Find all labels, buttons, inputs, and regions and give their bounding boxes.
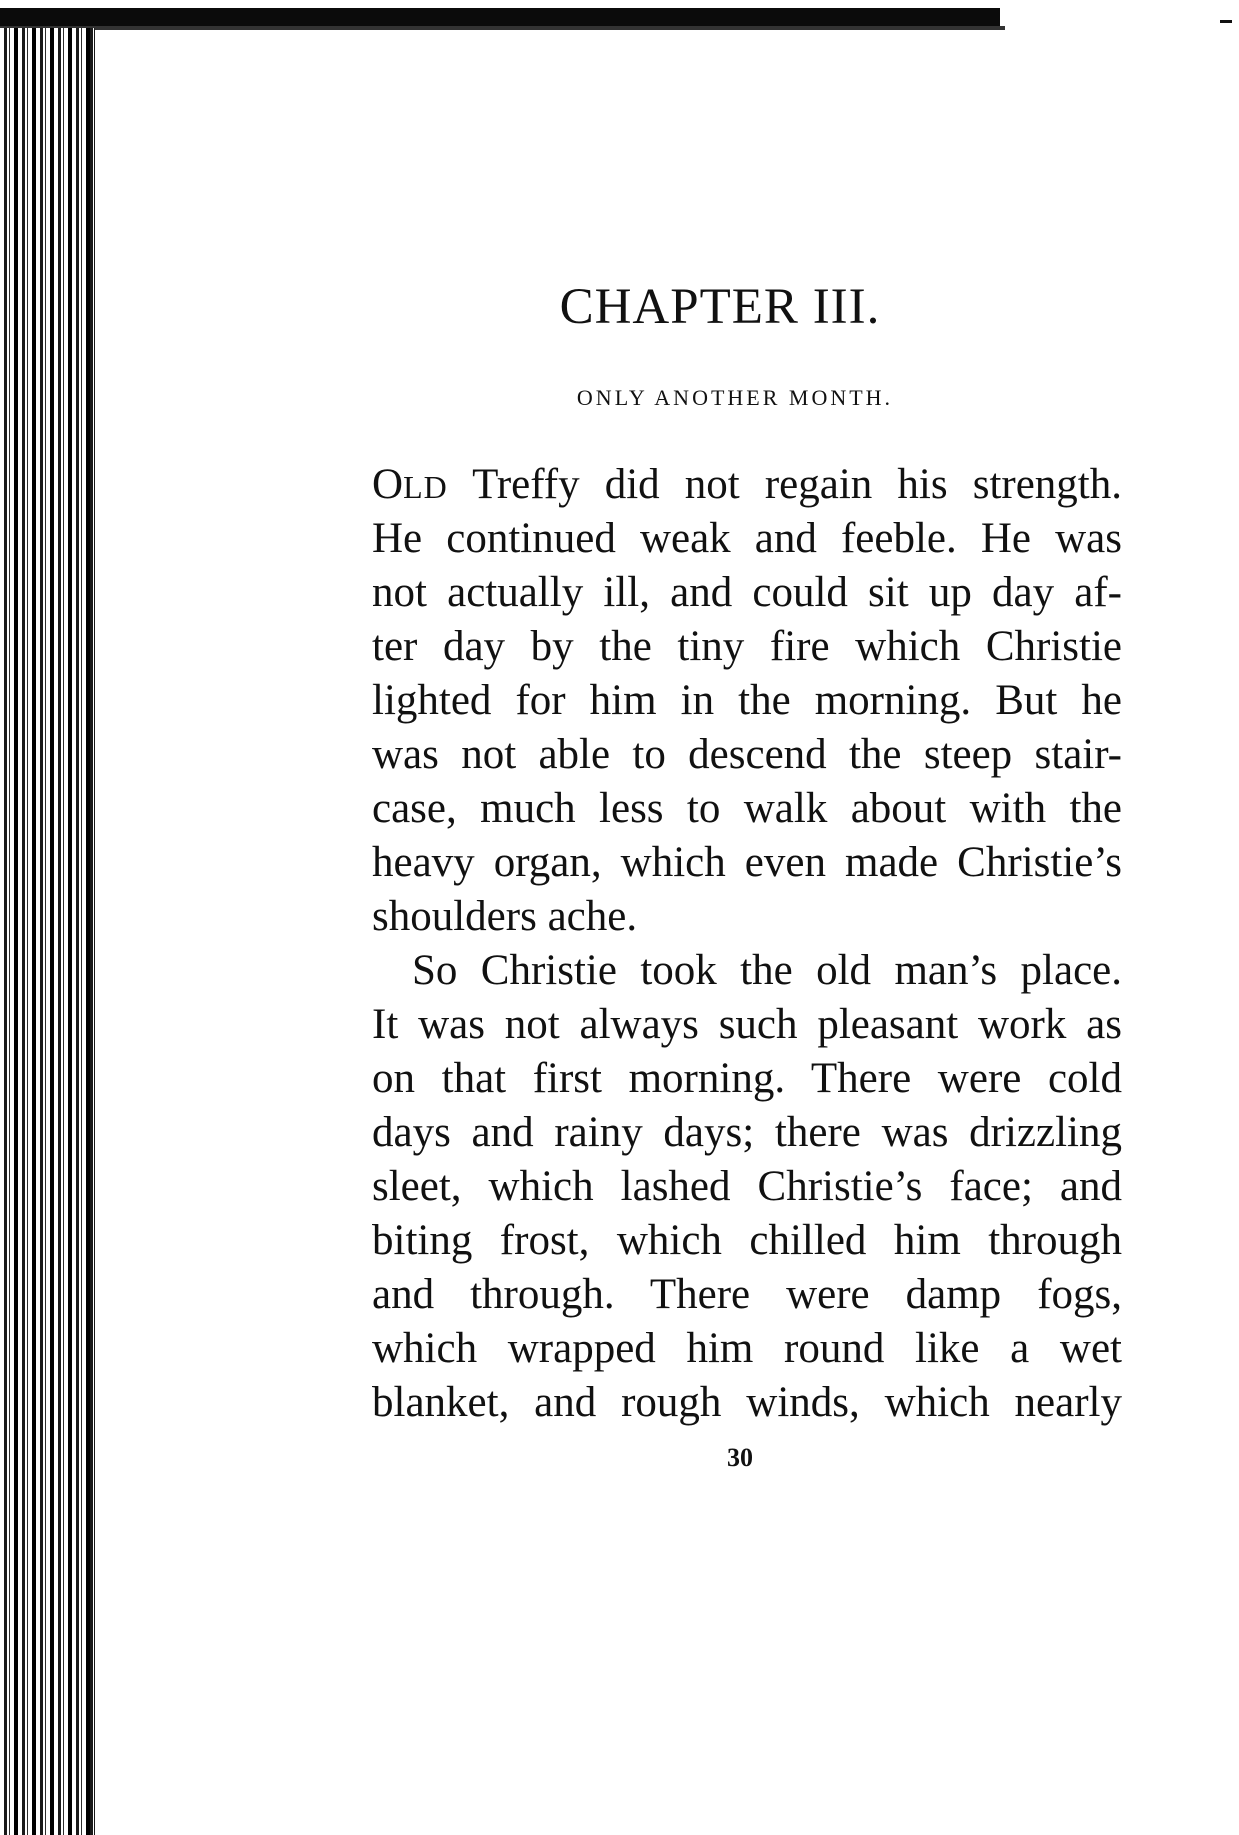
text-line: was not able to descend the steep stair- [372, 731, 1122, 778]
text-line: on that first morning. There were cold [372, 1055, 1122, 1102]
text-line: ter day by the tiny fire which Christie [372, 623, 1122, 670]
text-line: lighted for him in the morning. But he [372, 677, 1122, 724]
text-line-content: Treffy did not regain his strength. [447, 461, 1122, 508]
text-line: case, much less to walk about with the [372, 785, 1122, 832]
scan-top-border-thin [0, 26, 1005, 30]
text-line: biting frost, which chilled him through [372, 1217, 1122, 1264]
text-line: sleet, which lashed Christie’s face; and [372, 1163, 1122, 1210]
text-line: It was not always such pleasant work as [372, 1001, 1122, 1048]
book-binding-line [90, 28, 93, 1835]
text-line: and through. There were damp fogs, [372, 1271, 1122, 1318]
text-line: He continued weak and feeble. He was [372, 515, 1122, 562]
text-line: not actually ill, and could sit up day af- [372, 569, 1122, 616]
book-binding-edge [0, 28, 95, 1835]
drop-word-initial: O [372, 461, 404, 508]
text-line: which wrapped him round like a wet [372, 1325, 1122, 1372]
chapter-title: CHAPTER III. [559, 279, 881, 335]
text-line: shoulders ache. [372, 893, 638, 940]
text-line [372, 458, 1122, 512]
scan-edge-mark [1220, 20, 1232, 23]
text-line: heavy organ, which even made Christie’s [372, 839, 1122, 886]
drop-word-smallcaps: LD [403, 469, 448, 505]
text-line: So Christie took the old man’s place. [412, 947, 1122, 994]
chapter-body [372, 458, 1122, 1430]
text-line: days and rainy days; there was drizzling [372, 1109, 1122, 1156]
chapter-subtitle: ONLY ANOTHER MONTH. [576, 385, 894, 410]
scan-top-border [0, 8, 1000, 26]
text-line: blanket, and rough winds, which nearly [372, 1379, 1122, 1426]
page-number: 30 [727, 1443, 753, 1472]
